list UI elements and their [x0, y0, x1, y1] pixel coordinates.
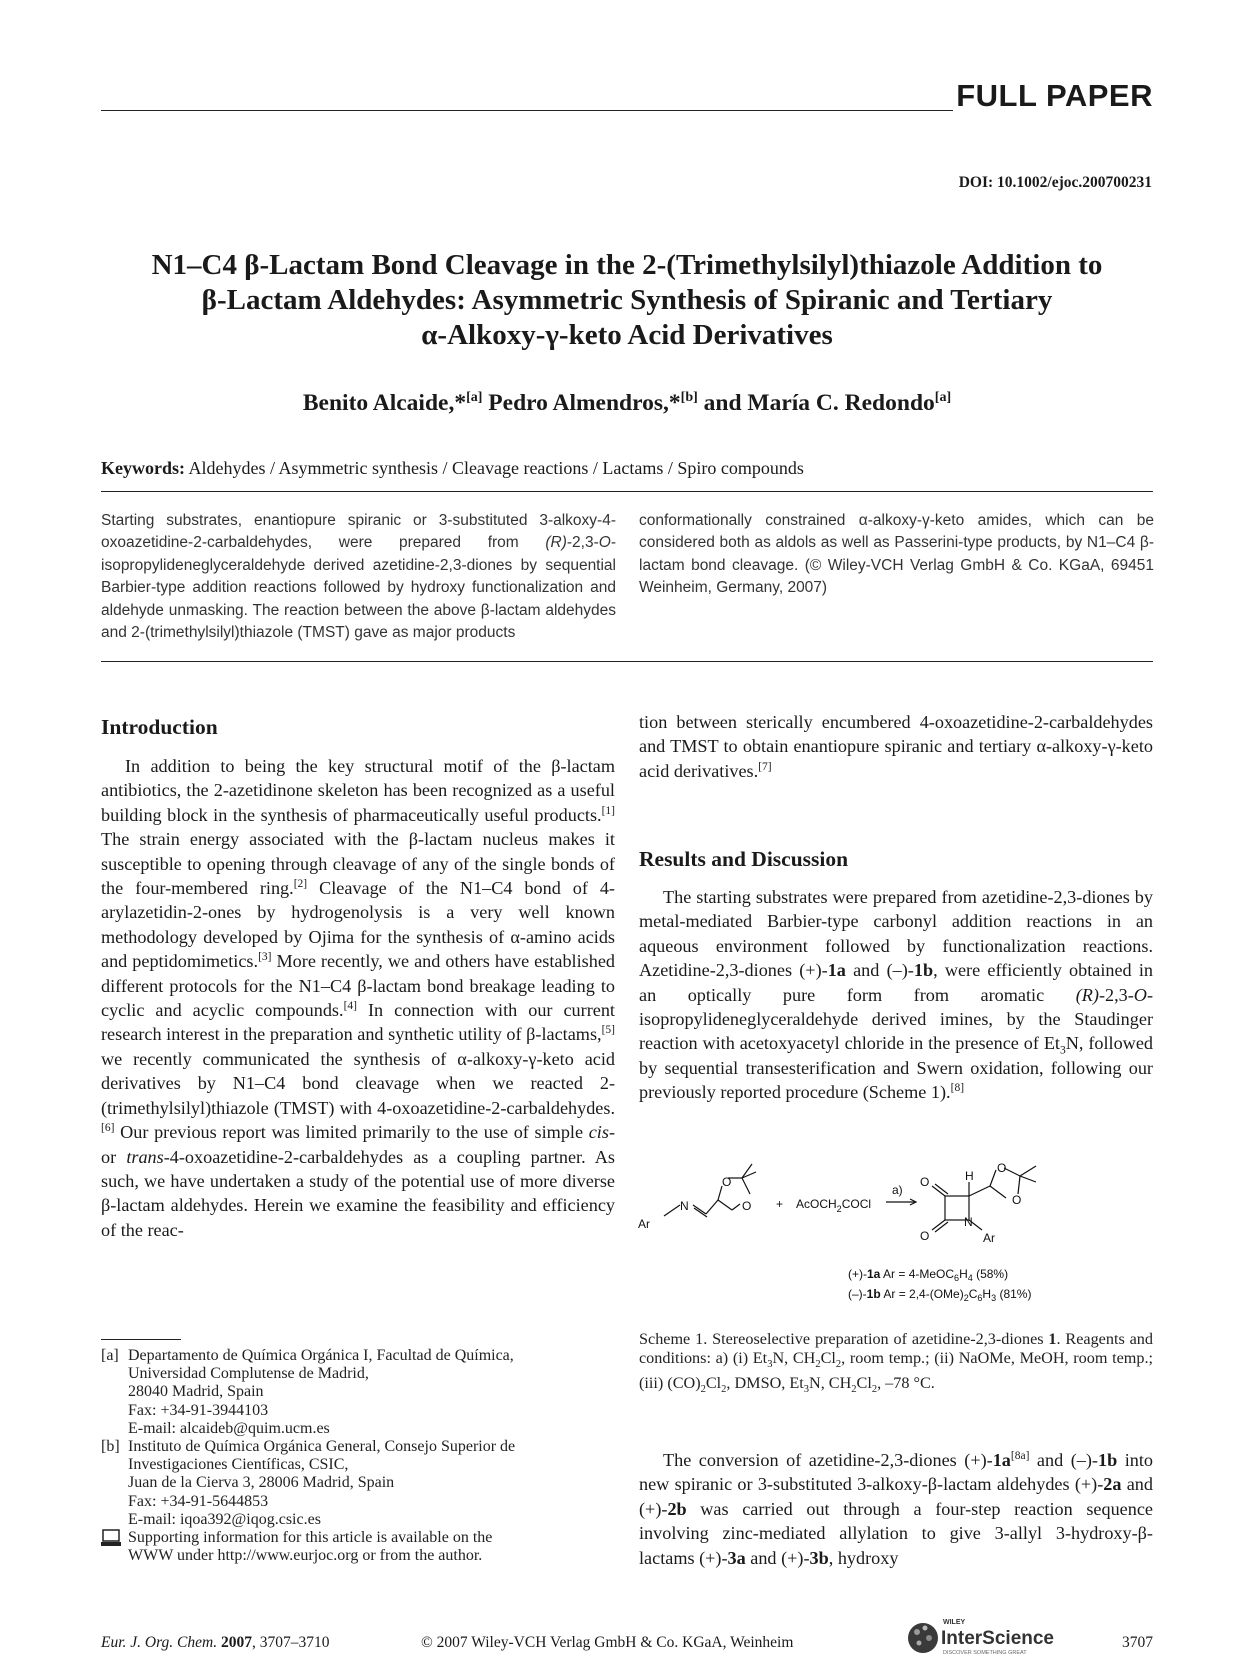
- abstract-text-continued: conformationally constrained α-alkoxy-γ-keto amides, which can be considered both as aldols as well as Passerini-type products, by N1–C4 β-lactam bond cleavage.: [639, 512, 1154, 574]
- condition-label: a): [892, 1183, 903, 1197]
- title-line-3: α-Alkoxy-γ-keto Acid Derivatives: [421, 319, 833, 351]
- supporting-info-link[interactable]: WWW under http://www.eurjoc.org or from the author.: [128, 1547, 483, 1565]
- computer-icon: [101, 1529, 121, 1552]
- fax-line: Fax: +34-91-5644853: [128, 1492, 269, 1510]
- plus-sign: +: [776, 1197, 784, 1211]
- paragraph: The conversion of azetidine-2,3-diones (+)-1a[8a] and (–)-1b into new spiranic or 3-substituted 3-alkoxy-β-lactam aldehydes (+)-2a and (+)-2b was carried out through a four-step reaction sequence involving zinc-mediated allylation to give 3-allyl 3-hydroxy-β-lactams (+)-3a and (+)-3b, hydroxy: [639, 1449, 1153, 1568]
- oxygen-label: O: [920, 1175, 930, 1189]
- author-name: Pedro Almendros,*: [482, 390, 681, 416]
- paragraph: [639, 885, 1153, 1105]
- text: In addition to being the key structural motif of the β-lactam antibiotics, the 2-azetidinone skeleton has been recognized as a useful building block in the synthesis of pharmaceutically useful products.: [101, 756, 615, 825]
- citation: [5]: [601, 1024, 615, 1037]
- text: Our previous report was limited primarily to the use of simple: [114, 1122, 589, 1143]
- reagent: [796, 1197, 871, 1214]
- results-heading: Results and Discussion: [639, 847, 849, 871]
- introduction-heading: Introduction: [101, 715, 218, 739]
- abstract-rule: [101, 661, 1153, 662]
- citation: [3]: [258, 951, 272, 964]
- hydrogen-label: H: [965, 1169, 974, 1183]
- keywords-label: Keywords:: [101, 458, 185, 478]
- header-rule: [101, 110, 953, 111]
- paragraph: [101, 754, 615, 1242]
- scheme-caption: Scheme 1. Stereoselective preparation of azetidine-2,3-diones 1. Reagents and conditions: a) (i) $Et_3N$, $CH_2Cl_2$, room temp.; (ii) NaOMe, MeOH, room temp.; (iii) $(CO)_2Cl_2$, DMSO, $Et_3N$, $CH_2Cl_2$, –78 °C.: [639, 1330, 1153, 1396]
- footnote-rule: [101, 1339, 181, 1340]
- text: More recently, we and others have established different protocols for the N1–C4 β-lactam bond breakage leading to cyclic and acyclic compounds.: [101, 951, 615, 1021]
- author-list: [101, 390, 1153, 417]
- email-link[interactable]: E-mail: iqoa392@iqog.csic.es: [128, 1510, 321, 1528]
- oxygen-label: O: [920, 1229, 930, 1243]
- results-body: [639, 885, 1153, 1105]
- email-link[interactable]: E-mail: alcaideb@quim.ucm.es: [128, 1419, 330, 1437]
- footnote-tag: [b]: [101, 1438, 120, 1456]
- footnote-a: [101, 1347, 615, 1438]
- compound-ref: 1b: [913, 960, 934, 981]
- article-title: [101, 248, 1153, 353]
- italic-text: trans-: [126, 1146, 170, 1167]
- reagent-text: COCl: [841, 1197, 872, 1211]
- italic-text: (R): [1075, 984, 1099, 1005]
- citation: [6]: [101, 1122, 115, 1135]
- introduction-body: [101, 754, 615, 1242]
- oxygen-label: O: [997, 1161, 1007, 1175]
- affiliation-line: Departamento de Química Orgánica I, Facultad de Química,: [128, 1347, 514, 1364]
- compound-1b-label: (–)-1b $Ar = 2,4-(OMe)_2C_6H_3$ (81%): [848, 1287, 1032, 1303]
- logo-tagline: DISCOVER SOMETHING GREAT: [943, 1650, 1027, 1656]
- doi: DOI: 10.1002/ejoc.200700231: [958, 174, 1152, 191]
- page-number: 3707: [1122, 1634, 1153, 1651]
- text: and (–)-: [845, 960, 914, 981]
- italic-text: O: [1133, 984, 1147, 1005]
- supporting-info-note: [101, 1529, 615, 1565]
- oxygen-label: O: [742, 1199, 752, 1213]
- text: The starting substrates were prepared from azetidine-2,3-diones by metal-mediated Barbier-type carbonyl addition reactions in an aqueous environment followed by functionalization reactions. Azetidine-2,3-diones (+)-: [639, 887, 1153, 981]
- affiliation-mark: [a]: [934, 390, 952, 406]
- affiliation-line: Juan de la Cierva 3, 28006 Madrid, Spain: [128, 1474, 395, 1492]
- citation: [1]: [601, 804, 615, 817]
- citation: [8]: [950, 1082, 965, 1095]
- affiliation-line: 28040 Madrid, Spain: [128, 1383, 264, 1401]
- compound-ref: 1a: [827, 960, 846, 981]
- footer-journal: [101, 1634, 329, 1652]
- text: tion between sterically encumbered 4-oxoazetidine-2-carbaldehydes and TMST to obtain enantiopure spiranic and tertiary α-alkoxy-γ-keto acid derivatives.: [639, 712, 1153, 781]
- keywords: [101, 458, 1153, 479]
- journal-pages: , 3707–3710: [251, 1634, 330, 1651]
- affiliation-mark: [b]: [680, 390, 698, 406]
- italic-text: cis-: [588, 1122, 615, 1143]
- keywords-rule: [101, 491, 1153, 492]
- text: -2,3-: [1098, 984, 1134, 1005]
- affiliation-mark: [a]: [466, 390, 483, 406]
- oxygen-label: O: [1012, 1193, 1022, 1207]
- scheme-1-graphic: [638, 1161, 1150, 1324]
- text: N, followed by sequential transesterification and Swern oxidation, following our previously reported procedure (Scheme 1).: [639, 1033, 1153, 1103]
- nitrogen-label: N: [680, 1199, 689, 1213]
- text: Cleavage of the N1–C4 bond of 4-arylazetidin-2-ones by hydrogenolysis is a very well known methodology developed by Ojima for the synthesis of α-amino acids and peptidomimetics.: [101, 878, 615, 972]
- logo-main-text: InterScience: [941, 1628, 1054, 1649]
- introduction-continued: [639, 710, 1153, 783]
- footnote-tag: [a]: [101, 1347, 119, 1364]
- affiliation-line: Universidad Complutense de Madrid,: [128, 1365, 369, 1383]
- supporting-info-text: Supporting information for this article is available on the: [128, 1529, 493, 1547]
- text: 4-oxoazetidine-2-carbaldehydes as a coupling partner. As such, we have undertaken a study of the potential use of more diverse β-lactam aldehydes. Herein we examine the feasibility and efficiency of the reac-: [101, 1146, 615, 1240]
- ar-label: Ar: [983, 1231, 995, 1245]
- text: The strain energy associated with the β-lactam nucleus makes it susceptible to opening through cleavage of any of the single bonds of the four-membered ring.: [101, 829, 615, 899]
- oxygen-label: O: [722, 1175, 732, 1189]
- text: we recently communicated the synthesis of α-alkoxy-γ-keto acid derivatives by N1–C4 bond cleavage when we reacted 2-(trimethylsilyl)thiazole (TMST) with 4-oxoazetidine-2-carbaldehydes.: [101, 1048, 615, 1118]
- journal-name: Eur. J. Org. Chem.: [101, 1634, 218, 1651]
- abstract-copyright: (© Wiley-VCH Verlag GmbH & Co. KGaA, 69451 Weinheim, Germany, 2007): [639, 556, 1154, 597]
- section-label: FULL PAPER: [956, 78, 1153, 113]
- citation: [4]: [343, 1000, 357, 1012]
- footer-copyright: © 2007 Wiley-VCH Verlag GmbH & Co. KGaA, Weinheim: [421, 1634, 794, 1651]
- text: In connection with our current research interest in the preparation and synthetic utility of β-lactams,: [101, 1000, 615, 1045]
- citation: [2]: [293, 877, 308, 890]
- subscript: 2: [836, 1204, 842, 1214]
- author-name: and María C. Redondo: [697, 390, 935, 416]
- abstract-text: -2,3-: [566, 534, 599, 552]
- subscript: 3: [1060, 1045, 1066, 1058]
- paragraph: [639, 710, 1153, 783]
- ar-label: Ar: [638, 1217, 650, 1231]
- conversion-paragraph: [639, 1448, 1153, 1570]
- abstract-left: [101, 510, 616, 644]
- logo-small-text: WILEY: [943, 1619, 966, 1626]
- wiley-interscience-logo: [903, 1614, 1083, 1658]
- abstract-italic: O: [598, 534, 611, 552]
- text: , were efficiently obtained in an optically pure form from aromatic: [639, 960, 1153, 1005]
- logo-globe-icon: [908, 1623, 938, 1653]
- keywords-text: Aldehydes / Asymmetric synthesis / Cleavage reactions / Lactams / Spiro compounds: [185, 458, 804, 478]
- abstract-text: Starting substrates, enantiopure spiranic or 3-substituted 3-alkoxy-4-oxoazetidine-2-carbaldehydes, were prepared from: [101, 512, 616, 552]
- footnote-b: [101, 1438, 615, 1529]
- citation: [7]: [758, 760, 772, 773]
- nitrogen-label: N: [964, 1215, 973, 1229]
- affiliation-line: Investigaciones Científicas, CSIC,: [128, 1456, 349, 1474]
- footnotes: [101, 1347, 615, 1565]
- affiliation-line: Instituto de Química Orgánica General, Consejo Superior de: [128, 1438, 516, 1456]
- text: -isopropylideneglyceraldehyde derived imines, by the Staudinger reaction with acetoxyacetyl chloride in the presence of Et: [639, 984, 1153, 1054]
- abstract-right: [639, 510, 1154, 600]
- fax-line: Fax: +34-91-3944103: [128, 1401, 269, 1419]
- title-line-1: N1–C4 β-Lactam Bond Cleavage in the 2-(Trimethylsilyl)thiazole Addition to: [151, 249, 1103, 281]
- author-name: Benito Alcaide,*: [302, 390, 467, 416]
- citation: [8a]: [1010, 1449, 1030, 1462]
- compound-1a-label: (+)-1a $Ar = 4-MeOC_6H_4$ (58%): [848, 1267, 1009, 1283]
- text: or: [101, 1146, 127, 1167]
- reagent-text: AcOCH: [796, 1197, 837, 1211]
- reaction-arrow: [886, 1199, 916, 1205]
- abstract-text: -isopropylideneglyceraldehyde derived azetidine-2,3-diones by sequential Barbier-type addition reactions followed by hydroxy functionalization and aldehyde unmasking. The reaction between the above β-lactam aldehydes and 2-(trimethylsilyl)thiazole (TMST) gave as major products: [101, 534, 616, 642]
- journal-year: 2007: [217, 1634, 252, 1651]
- abstract-italic: (R): [545, 534, 567, 552]
- title-line-2: β-Lactam Aldehydes: Asymmetric Synthesis of Spiranic and Tertiary: [201, 284, 1053, 316]
